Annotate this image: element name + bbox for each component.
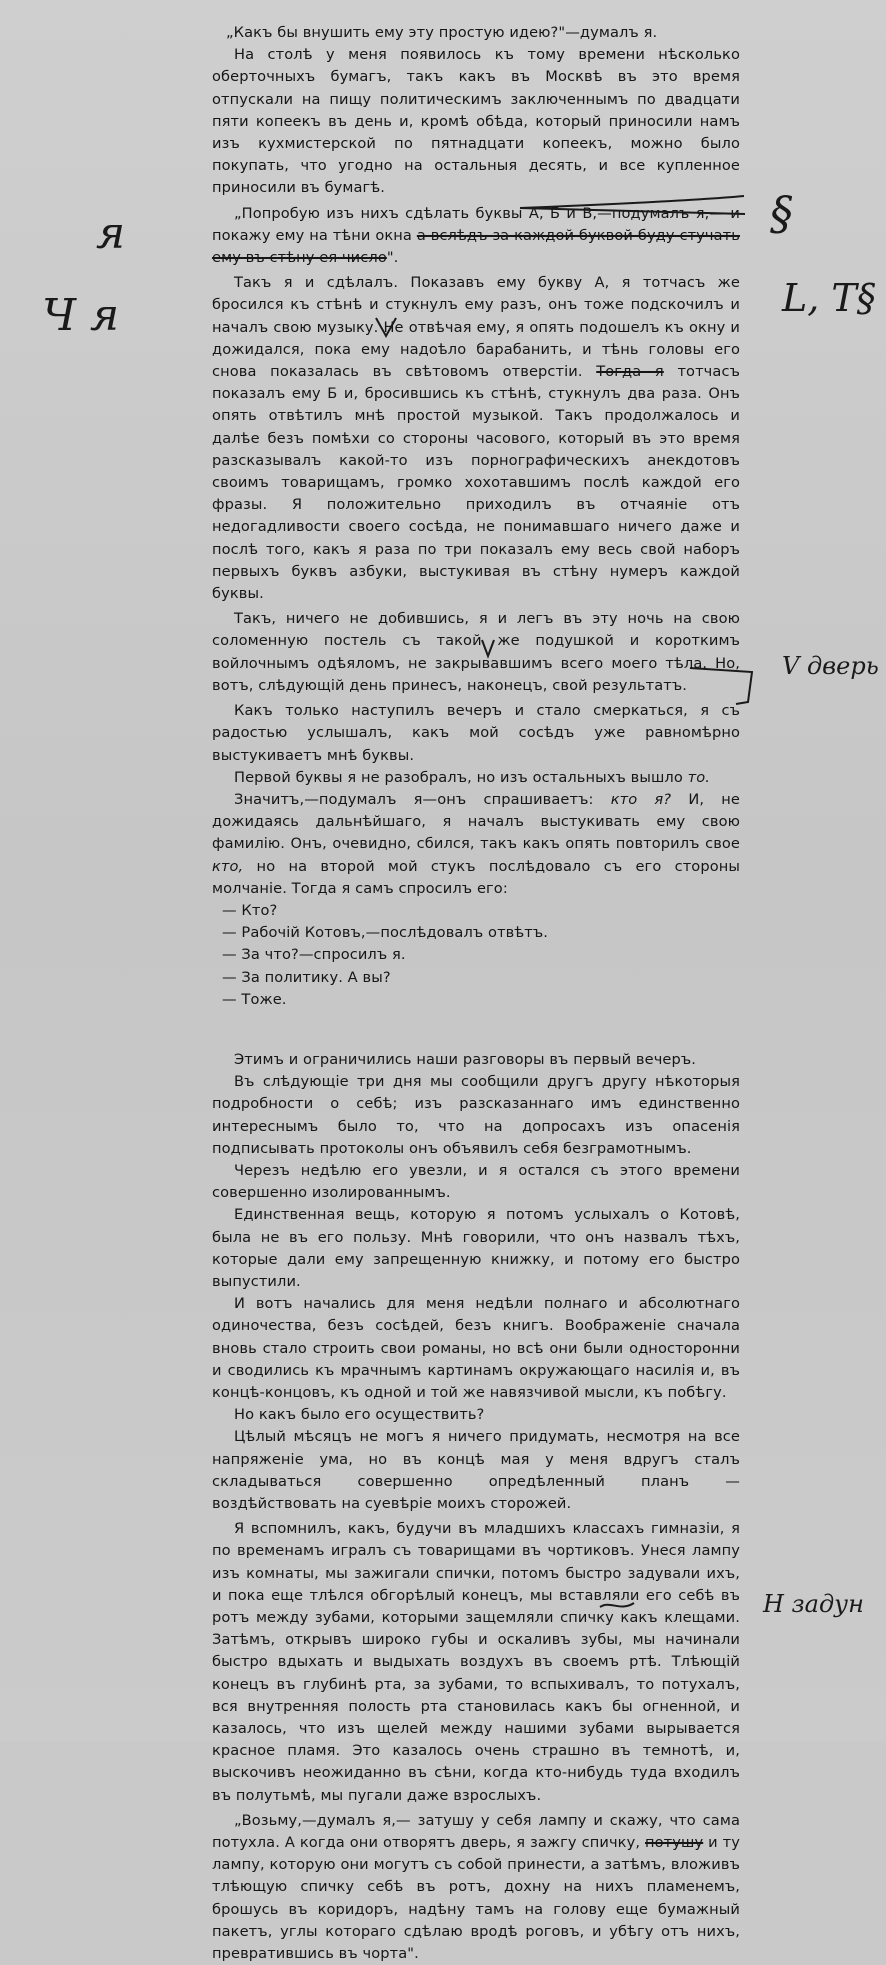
paragraph-solitude: И вотъ начались для меня недѣли полнаго и абсолютнаго одиночества, безъ сосѣдей, безъ книгъ. Воображеніе сначала вновь стало строить свои романы, но всѣ они были односторонни и сводились къ мрачнымъ картинамъ окружающаго насилія и, въ концѣ-концовъ, къ одной и той же навязчивой мысли, къ побѣгу.	[212, 1295, 740, 1401]
paragraph-first-letter: Первой буквы я не разобралъ, но изъ остальныхъ вышло то.	[234, 768, 711, 786]
paragraph-question: Но какъ было его осуществить?	[234, 1406, 485, 1424]
insert-caret-2	[482, 640, 494, 656]
paragraph-week: Черезъ недѣлю его увезли, и я остался съ этого времени совершенно изолированнымъ.	[212, 1161, 740, 1202]
paragraph-did: Такъ я и сдѣлалъ. Показавъ ему букву А, я тотчасъ же бросился къ стѣнѣ и стукнулъ ему разъ, онъ тоже подскочилъ и началъ свою музыку. Не отвѣчая ему, я опять подошелъ къ окну и дожидался, пока ему надоѣло барабанить, и тѣнь головы его снова показалась въ свѣтовомъ отверстіи. Тогда я тотчасъ показалъ ему Б и, бросившись къ стѣнѣ, стукнулъ два раза. Онъ опять отвѣтилъ мнѣ простой музыкой. Такъ продолжалось и далѣе безъ помѣхи со стороны часового, который въ это время разсказывалъ какой-то изъ порнографическихъ анекдотовъ своимъ товарищамъ, громко хохотавшимъ послѣ каждой его фразы. Я положительно приходилъ въ отчаяніе отъ недогадливости своего сосѣда, не понимавшаго ничего даже и послѣ того, какъ я раза по три показалъ ему весь свой наборъ первыхъ буквъ азбуки, выстукивая въ стѣну нумеръ каждой буквы.	[212, 274, 740, 603]
struck-text-tak: Тогда я	[596, 363, 664, 381]
dialogue-line: — За политику. А вы?	[222, 968, 391, 986]
handwritten-insert: то.	[687, 768, 711, 786]
paragraph-three-days: Въ слѣдующіе три дня мы сообщили другъ другу нѣкоторыя подробности о себѣ; изъ разсказаннаго имъ единственно интереснымъ было то, что на допросахъ изъ опасенія подписывать протоколы онъ объявилъ себя безграмотнымъ.	[212, 1073, 740, 1157]
dialogue-line: — Тоже.	[222, 990, 287, 1008]
struck-text-potushu: потушу	[645, 1834, 704, 1852]
paragraph-meaning: Значитъ,—подумалъ я—онъ спрашиваетъ: кто я? И, не дожидаясь дальнѣйшаго, я началъ выстукивать ему свою фамилію. Онъ, очевидно, сбился, такъ какъ опять повторилъ свое кто, но на второй мой стукъ послѣдовало съ его стороны молчаніе. Тогда я самъ спросилъ его:	[212, 790, 740, 897]
margin-note-left-lower: Ч я	[42, 290, 120, 341]
paragraph-idea: „Какъ бы внушить ему эту простую идею?"—думалъ я.	[226, 24, 658, 41]
paragraph-night: Такъ, ничего не добившись, я и легъ въ эту ночь на свою соломенную постель съ такой же подушкой и короткимъ войлочнымъ одѣяломъ, не закрывавшимъ всего моего тѣла. Но, вотъ, слѣдующій день принесъ, наконецъ, свой результатъ.	[212, 610, 740, 694]
margin-note-right-3: V дверь	[782, 652, 879, 680]
struck-text: а вслѣдъ за каждой буквой буду стучать ему въ стѣну ея число	[212, 226, 740, 267]
margin-note-right-2: L, Т§	[782, 276, 876, 320]
pen-scribble	[600, 1603, 634, 1607]
paragraph-escape-plan: „Возьму,—думалъ я,— затушу у себя лампу и скажу, что сама потухла. А когда они отворятъ дверь, я зажгу спичку, потушу и ту лампу, которую они могутъ съ собой принести, а затѣмъ, вложивъ тлѣющую спичку себѣ въ ротъ, дохну на нихъ пламенемъ, брошусь въ коридоръ, надѣну тамъ на голову еще бумажный пакетъ, углы котораго сдѣлаю вродѣ роговъ, и убѣгу отъ нихъ, превратившись въ чорта".	[212, 1811, 740, 1963]
insert-bracket	[690, 668, 752, 704]
margin-note-left-upper: я	[96, 208, 126, 259]
paragraph-papers: На столѣ у меня появилось къ тому времени нѣсколько оберточныхъ бумагъ, такъ какъ въ Москвѣ въ это время отпускали на пищу политическимъ заключеннымъ по двадцати пяти копеекъ въ день и, кромѣ обѣда, который приносили намъ изъ кухмистерской по пятнадцати копеекъ, можно было покупать, что угодно на остальныя десять, и все купленное приносили въ бумагѣ.	[212, 46, 740, 197]
dialogue-line: — Рабочій Котовъ,—послѣдовалъ отвѣтъ.	[222, 924, 549, 942]
paragraph-gymnasium: Я вспомнилъ, какъ, будучи въ младшихъ классахъ гимназіи, я по временамъ игралъ съ товарищами въ чортиковъ. Унеся лампу изъ комнаты, мы зажигали спички, потомъ быстро задували ихъ, и пока еще тлѣлся обгорѣлый конецъ, мы вставляли его себѣ въ ротъ между зубами, которыми защемляли спичку какъ клещами. Затѣмъ, открывъ широко губы и оскаливъ зубы, мы начинали быстро вдыхать и выдыхать воздухъ въ своемъ ртѣ. Тлѣющій конецъ въ глубинѣ рта, за зубами, то вспыхивалъ, то потухалъ, вся внутренняя полость рта становилась какъ бы огненной, и казалось, что изъ щелей между нашими зубами вырывается красное пламя. Это казалось очень страшно въ темнотѣ, и, выскочивъ неожиданно въ сѣни, когда кто-нибудь туда входилъ въ полутьмѣ, мы пугали даже взрослыхъ.	[212, 1520, 740, 1804]
paragraph-letters: „Попробую изъ нихъ сдѣлать буквы А, Б и В,—подумалъ я,— и покажу ему на тѣни окна а вслѣдъ за каждой буквой буду стучать ему въ стѣну ея число".	[212, 204, 740, 267]
margin-note-right-4: Н задун	[763, 1590, 864, 1618]
paragraph-kotov: Единственная вещь, которую я потомъ услыхалъ о Котовѣ, была не въ его пользу. Мнѣ говорили, что онъ назвалъ тѣхъ, которые дали ему запрещенную книжку, и потому его быстро выпустили.	[212, 1206, 740, 1290]
pen-line-top	[520, 196, 745, 214]
paragraph-limited: Этимъ и ограничились наши разговоры въ первый вечеръ.	[234, 1050, 697, 1068]
insert-caret-1	[376, 318, 396, 336]
paragraph-plan: Цѣлый мѣсяцъ не могъ я ничего придумать, несмотря на все напряженіе ума, но въ концѣ мая у меня вдругъ сталъ складываться совершенно опредѣленный планъ — воздѣйствовать на суевѣріе моихъ сторожей.	[212, 1428, 740, 1512]
margin-note-right-1: §	[770, 186, 793, 240]
dialogue-line: — За что?—спросилъ я.	[222, 946, 406, 964]
paragraph-evening: Какъ только наступилъ вечеръ и стало смеркаться, я съ радостью услышалъ, какъ мой сосѣдъ уже равномѣрно выстукиваетъ мнѣ буквы.	[212, 702, 740, 764]
dialogue-line: — Кто?	[222, 901, 278, 919]
